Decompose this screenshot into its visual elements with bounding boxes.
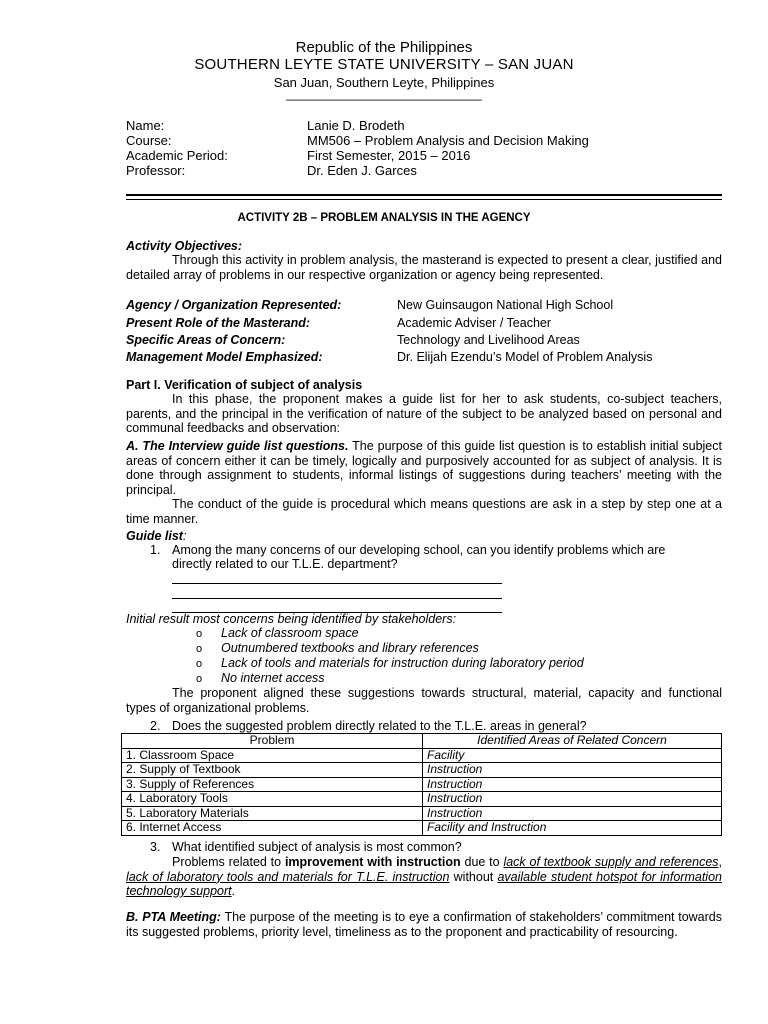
conclusion-text: , xyxy=(718,855,723,869)
divider-thick xyxy=(126,194,722,196)
initial-result: Initial result most concerns being identified by stakeholders: xyxy=(126,612,457,626)
table-row xyxy=(122,763,722,778)
table-row xyxy=(122,748,722,763)
bullet-text: No internet access xyxy=(221,671,325,685)
conclusion-bold: improvement with instruction xyxy=(284,855,461,869)
table-cell-problem: 4. Laboratory Tools xyxy=(122,792,423,807)
q3-text: What identified subject of analysis is most common? xyxy=(172,840,462,854)
header-address: San Juan, Southern Leyte, Philippines xyxy=(273,75,495,90)
guide-heading-text: Guide list xyxy=(126,529,183,543)
table-cell-concern: Instruction xyxy=(423,792,722,807)
q2-text: Does the suggested problem directly related to the T.L.E. areas in general? xyxy=(172,719,587,733)
bullet-text: Lack of tools and materials for instruction during laboratory period xyxy=(221,656,584,670)
info-course-value: MM506 – Problem Analysis and Decision Making xyxy=(307,133,589,148)
guide-colon: : xyxy=(182,529,187,543)
part1-heading: Part I. Verification of subject of analysis xyxy=(126,378,363,392)
table-row xyxy=(122,777,722,792)
divider-thin xyxy=(126,199,722,200)
bullet-item xyxy=(196,671,325,687)
info-period-label: Academic Period: xyxy=(126,148,228,163)
table-header-row xyxy=(122,734,722,749)
table-cell-problem: 5. Laboratory Materials xyxy=(122,806,423,821)
conclusion-underlined: lack of textbook supply and references xyxy=(503,855,719,869)
conclusion-text: Problems related to xyxy=(172,855,285,869)
q1-number: 1. xyxy=(150,543,161,557)
aligned-text: The proponent aligned these suggestions towards structural, material, capacity and functional types of organizational problems. xyxy=(126,686,722,715)
table-cell-problem: 1. Classroom Space xyxy=(122,748,423,763)
info-name-value: Lanie D. Brodeth xyxy=(307,118,405,133)
objectives-text: Through this activity in problem analysis, the masterand is expected to present a clear, justified and detailed array of problems in our respective organization or agency being represented. xyxy=(126,253,722,282)
table-cell-problem: 2. Supply of Textbook xyxy=(122,763,423,778)
section-a-text: The purpose of this guide list question is to establish initial subject areas of concern either it can be timely, logically and purposively accounted for as subject of analysis. It is done through assignment to students, informal listings of suggestions during teachers’ meeting with the principal. xyxy=(126,439,722,497)
q2-number: 2. xyxy=(150,719,161,733)
bullet-item xyxy=(196,626,359,642)
table-cell-problem: 3. Supply of References xyxy=(122,777,423,792)
answer-line-1 xyxy=(172,583,502,584)
conclusion-text: . xyxy=(231,884,236,898)
section-b-text: The purpose of the meeting is to eye a confirmation of stakeholders’ commitment towards its suggested problems, priority level, timeliness as to the proponent and practicability of resourcing. xyxy=(126,910,722,939)
table-cell-concern: Instruction xyxy=(423,763,722,778)
areas-label: Specific Areas of Concern: xyxy=(126,333,286,347)
bullet-mark: o xyxy=(196,628,203,640)
bullet-mark: o xyxy=(196,658,203,670)
problem-table xyxy=(121,733,722,836)
conclusion-text: due to xyxy=(460,855,504,869)
section-a-paragraph xyxy=(126,439,722,497)
conclusion-underlined: available student hotspot for information technology support xyxy=(126,869,722,898)
section-a-text2: The conduct of the guide is procedural which means questions are ask in a step by step one at a time manner. xyxy=(126,497,722,526)
info-period-value: First Semester, 2015 – 2016 xyxy=(307,148,471,163)
table-cell-concern: Facility and Instruction xyxy=(423,821,722,836)
bullet-text: Lack of classroom space xyxy=(221,626,359,640)
q3-number: 3. xyxy=(150,840,161,854)
table-row xyxy=(122,821,722,836)
conclusion-text: without xyxy=(449,869,498,884)
section-a-heading: A. The Interview guide list questions. xyxy=(126,439,349,453)
bullet-item xyxy=(196,656,584,672)
areas-value: Technology and Livelihood Areas xyxy=(397,333,580,347)
section-b-heading: B. PTA Meeting: xyxy=(126,910,221,924)
table-header-problem: Problem xyxy=(122,734,423,749)
role-label: Present Role of the Masterand: xyxy=(126,316,311,330)
table-cell-concern: Facility xyxy=(423,748,722,763)
header-university: SOUTHERN LEYTE STATE UNIVERSITY – SAN JUAN xyxy=(194,56,574,73)
table-cell-concern: Instruction xyxy=(423,777,722,792)
part1-text: In this phase, the proponent makes a guide list for her to ask students, co-subject teachers, parents, and the principal in the verification of nature of the subject to be analyzed based on personal and communal feedbacks and observation: xyxy=(126,392,722,435)
q1-line2: directly related to our T.L.E. department? xyxy=(172,557,398,571)
objectives-heading: Activity Objectives: xyxy=(126,239,243,253)
role-value: Academic Adviser / Teacher xyxy=(397,316,552,330)
info-professor-label: Professor: xyxy=(126,163,186,178)
answer-line-2 xyxy=(172,598,502,599)
conclusion-underlined: lack of laboratory tools and materials for T.L.E. instruction xyxy=(126,869,450,884)
model-label: Management Model Emphasized: xyxy=(126,350,323,364)
activity-title: ACTIVITY 2B – PROBLEM ANALYSIS IN THE AGENCY xyxy=(237,212,531,224)
bullet-mark: o xyxy=(196,673,203,685)
info-name-label: Name: xyxy=(126,118,165,133)
agency-label: Agency / Organization Represented: xyxy=(126,298,342,312)
bullet-text: Outnumbered textbooks and library references xyxy=(221,641,479,655)
info-professor-value: Dr. Eden J. Garces xyxy=(307,163,417,178)
bullet-mark: o xyxy=(196,643,203,655)
table-row xyxy=(122,792,722,807)
section-b-paragraph xyxy=(126,910,722,939)
header-underline: ___________________________ xyxy=(286,86,482,101)
q1-line1: Among the many concerns of our developing school, can you identify problems which are xyxy=(172,543,666,557)
agency-value: New Guinsaugon National High School xyxy=(397,298,614,312)
model-value: Dr. Elijah Ezendu’s Model of Problem Analysis xyxy=(397,350,653,364)
info-course-label: Course: xyxy=(126,133,172,148)
bullet-item xyxy=(196,641,479,657)
guide-heading xyxy=(126,529,186,544)
table-cell-problem: 6. Internet Access xyxy=(122,821,423,836)
header-republic: Republic of the Philippines xyxy=(295,39,473,56)
conclusion-paragraph xyxy=(126,855,722,899)
table-cell-concern: Instruction xyxy=(423,806,722,821)
table-header-concern: Identified Areas of Related Concern xyxy=(423,734,722,749)
table-row xyxy=(122,806,722,821)
